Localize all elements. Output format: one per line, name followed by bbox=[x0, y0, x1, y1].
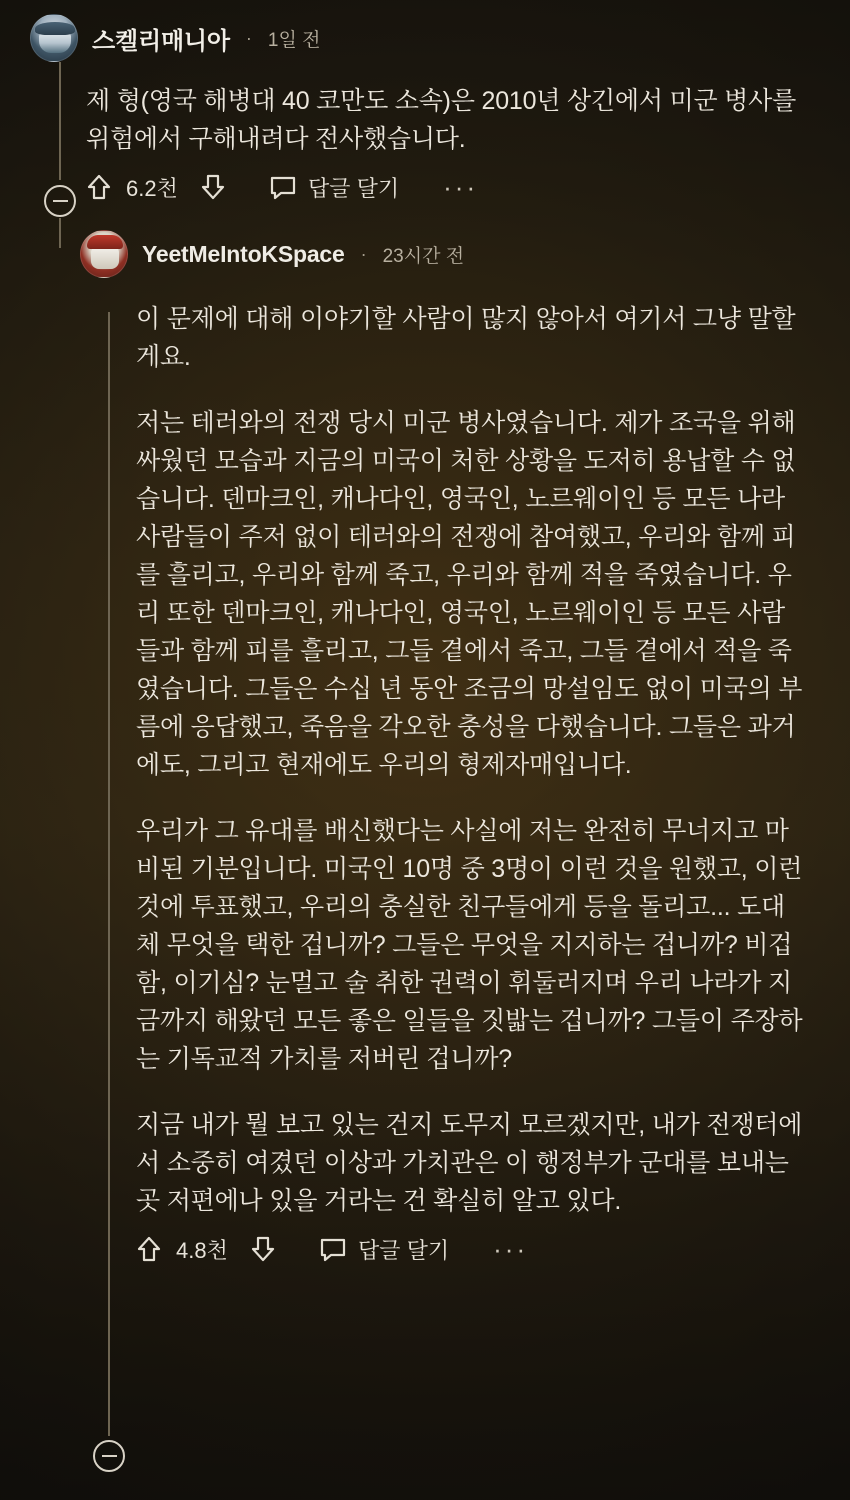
comment-2-body bbox=[0, 284, 850, 1220]
comment-2-reply-button[interactable] bbox=[318, 1234, 449, 1265]
comment-2-paragraph-3: 우리가 그 유대를 배신했다는 사실에 저는 완전히 무너지고 마비된 기분입니다. 미국인 10명 중 3명이 이런 것을 원했고, 이런 것에 투표했고, 우리의 충실한 친구들에게 등을 돌리고... 도대체 무엇을 택한 겁니까? 그들은 무엇을 지지하는 겁니까? 비겁함, 이기심? 눈멀고 술 취한 권력이 휘둘러지며 우리 나라가 지금까지 해왔던 모든 좋은 일들을 짓밟는 겁니까? 그들이 주장하는 기독교적 가치를 저버린 겁니까? bbox=[136, 817, 803, 1073]
mask-avatar[interactable] bbox=[80, 230, 128, 278]
comment-2-vote-group bbox=[136, 1234, 276, 1265]
comment-2-actionbar bbox=[0, 1220, 850, 1278]
skull-helmet-avatar[interactable] bbox=[30, 14, 78, 62]
comment-1-more-button[interactable]: ··· bbox=[443, 172, 479, 202]
comment-2-more-button[interactable]: ··· bbox=[493, 1234, 529, 1264]
comment-1 bbox=[0, 0, 850, 216]
upvote-arrow-icon[interactable] bbox=[86, 172, 112, 202]
upvote-arrow-icon[interactable] bbox=[136, 1234, 162, 1264]
comment-2-paragraph-1: 이 문제에 대해 이야기할 사람이 많지 않아서 여기서 그냥 말할게요. bbox=[136, 305, 796, 371]
comment-1-timestamp: 1일 전 bbox=[267, 29, 321, 51]
comment-1-vote-group bbox=[86, 172, 226, 203]
comment-bubble-icon bbox=[318, 1234, 344, 1264]
comment-1-separator: · bbox=[245, 27, 252, 48]
comment-2-reply-label: 답글 달기 bbox=[358, 1237, 450, 1263]
comment-1-body: 제 형(영국 해병대 40 코만도 소속)은 2010년 상긴에서 미군 병사를 위험에서 구해내려다 전사했습니다. bbox=[86, 87, 797, 153]
comment-2-paragraph-4: 지금 내가 뭘 보고 있는 건지 도무지 모르겠지만, 내가 전쟁터에서 소중히 여겼던 이상과 가치관은 이 행정부가 군대를 보내는 곳 저편에나 있을 거라는 건 확실히 알고 있다. bbox=[136, 1111, 803, 1215]
comment-1-score: 6.2천 bbox=[126, 175, 178, 201]
comment-2-score: 4.8천 bbox=[176, 1237, 228, 1263]
comment-1-reply-label: 답글 달기 bbox=[308, 175, 400, 201]
comment-2 bbox=[0, 224, 850, 1278]
comment-2-header bbox=[0, 224, 850, 284]
comment-bubble-icon bbox=[268, 172, 294, 202]
downvote-arrow-icon[interactable] bbox=[250, 1234, 276, 1264]
comment-1-actionbar bbox=[0, 158, 850, 216]
comment-1-header bbox=[0, 0, 850, 62]
collapse-toggle-comment-2[interactable] bbox=[93, 1440, 125, 1472]
comment-2-separator: · bbox=[360, 243, 367, 264]
downvote-arrow-icon[interactable] bbox=[200, 172, 226, 202]
comment-1-username[interactable]: 스켈리매니아 bbox=[92, 27, 230, 55]
comment-2-paragraph-2: 저는 테러와의 전쟁 당시 미군 병사였습니다. 제가 조국을 위해 싸웠던 모습과 지금의 미국이 처한 상황을 도저히 용납할 수 없습니다. 덴마크인, 캐나다인, 영국인, 노르웨이인 등 모든 나라 사람들이 주저 없이 테러와의 전쟁에 참여했고, 우리와 함께 피를 흘리고, 우리와 함께 죽고, 우리와 함께 적을 죽였습니다. 우리 또한 덴마크인, 캐나다인, 영국인, 노르웨이인 등 모든 사람들과 함께 피를 흘리고, 그들 곁에서 죽고, 그들 곁에서 적을 죽였습니다. 그들은 수십 년 동안 조금의 망설임도 없이 미국의 부름에 응답했고, 죽음을 각오한 충성을 다했습니다. 그들은 과거에도, 그리고 현재에도 우리의 형제자매입니다. bbox=[136, 409, 803, 779]
comment-2-timestamp: 23시간 전 bbox=[382, 245, 465, 267]
comment-1-reply-button[interactable] bbox=[268, 172, 399, 203]
comment-2-username[interactable]: YeetMeIntoKSpace bbox=[142, 240, 345, 267]
